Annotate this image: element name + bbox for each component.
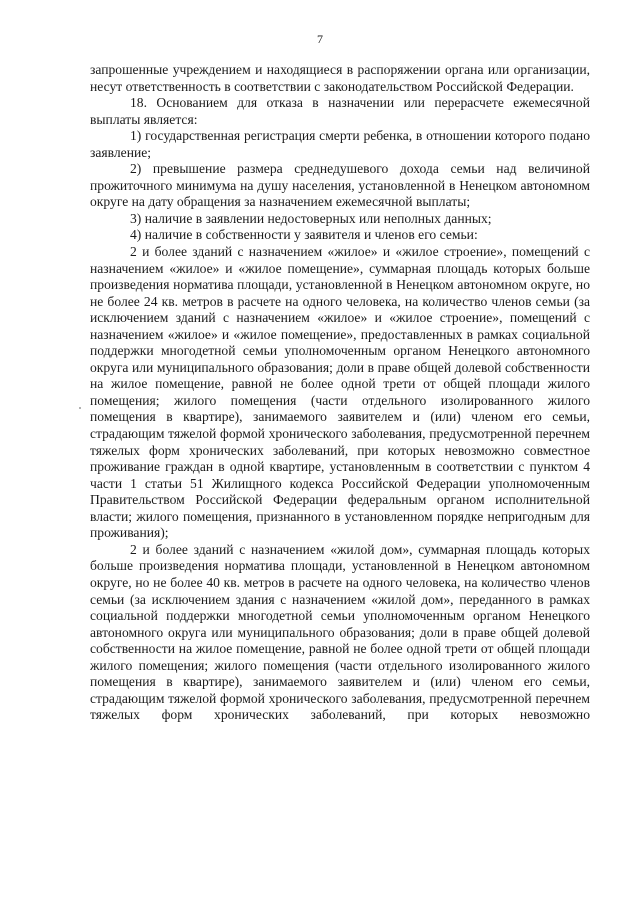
paragraph-item-3: 3) наличие в заявлении недостоверных или неполных данных; (130, 210, 492, 226)
paragraph-item-1: 1) государственная регистрация смерти ребенка, в отношении которого подано заявление; (90, 128, 590, 160)
paragraph-residential-buildings: 2 и более зданий с назначением «жилое» и «жилое строение», помещений с назначением «жилое» и «жилое помещение», суммарная площадь которых больше произведения норматива площади, установленной в Ненецком автономном округе, но не более 24 кв. метров в расчете на одного человека, на количество членов семьи (за исключением зданий с назначением «жилое» и «жилое строение», помещений с назначением «жилое» и «жилое помещение», предоставленных в рамках социальной поддержки многодетной семьи уполномоченным органом Ненецкого автономного округа или муниципального образования; доли в праве общей долевой собственности на жилое помещение, равной не более одной трети от общей площади жилого помещения; жилого помещения (части отдельного изолированного жилого помещения в квартире), занимаемого заявителем и (или) членом его семьи, страдающим тяжелой формой хронического заболевания, предусмотренной перечнем тяжелых форм хронических заболеваний, при которых невозможно совместное проживание граждан в одной квартире, установленным в соответствии с пунктом 4 части 1 статьи 51 Жилищного кодекса Российской Федерации уполномоченным Правительством Российской Федерации федеральным органом исполнительной власти; жилого помещения, признанного в установленном порядке непригодным для проживания); (90, 244, 590, 541)
paragraph-item-4: 4) наличие в собственности у заявителя и членов его семьи: (130, 227, 478, 243)
paragraph-item-2: 2) превышение размера среднедушевого дохода семьи над величиной прожиточного минимума на душу населения, установленной в Ненецком автономном округе на дату обращения за назначением ежемесячной выплаты; (90, 161, 590, 210)
paragraph-clause-18: 18. Основанием для отказа в назначении или перерасчете ежемесячной выплаты является: (90, 95, 590, 127)
page-number: 7 (317, 32, 323, 46)
paragraph-continuation: запрошенные учреждением и находящиеся в распоряжении органа или организации, несут ответственность в соответствии с законодательством Российской Федерации. (90, 62, 590, 94)
document-body (90, 62, 590, 724)
paragraph-residential-houses: 2 и более зданий с назначением «жилой дом», суммарная площадь которых больше произведения норматива площади, установленной в Ненецком автономном округе, но не более 40 кв. метров в расчете на одного человека, на количество членов семьи (за исключением здания с назначением «жилой дом», переданного в рамках социальной поддержки многодетной семьи уполномоченным органом Ненецкого автономного округа или муниципального образования; доли в праве общей долевой собственности на жилое помещение, равной не более одной трети от общей площади жилого помещения; жилого помещения (части отдельного изолированного жилого помещения в квартире), занимаемого заявителем и (или) членом его семьи, страдающим тяжелой формой хронического заболевания, предусмотренной перечнем тяжелых форм хронических заболеваний, при которых невозможно (90, 541, 590, 723)
scan-speck (79, 407, 81, 409)
